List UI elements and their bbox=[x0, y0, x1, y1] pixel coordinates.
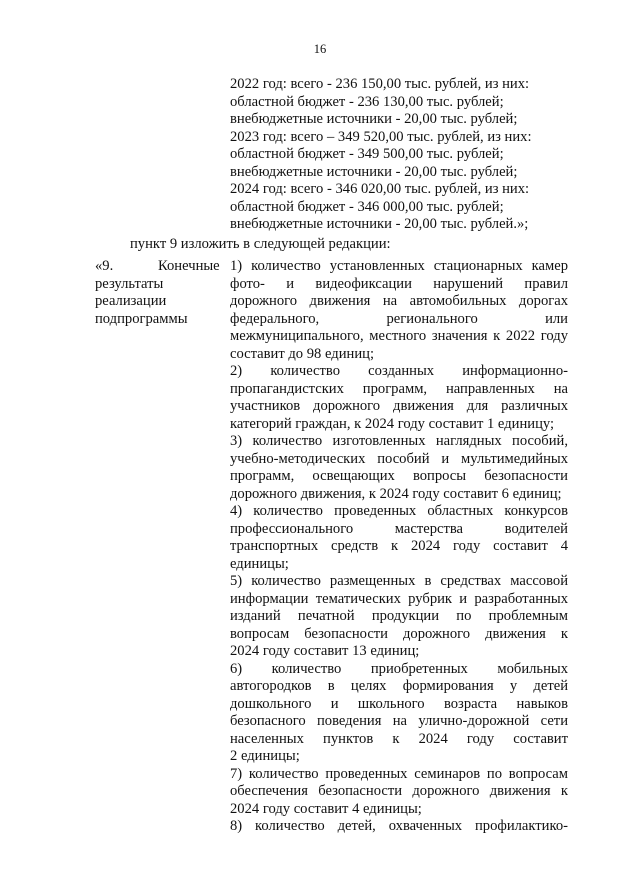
result-line: участников дорожного движения для различных bbox=[230, 398, 568, 414]
result-line: 2024 году составит 13 единиц; bbox=[230, 643, 420, 659]
result-line: фото- и видеофиксации нарушений правил bbox=[230, 275, 568, 292]
result-line: населенных пунктов к 2024 году составит bbox=[230, 730, 568, 747]
result-line: категорий граждан, к 2024 году составит 1 единицу; bbox=[230, 415, 555, 432]
funding-line: 2024 год: всего - 346 020,00 тыс. рублей, из них: bbox=[230, 181, 530, 197]
result-line: 7) количество проведенных семинаров по вопросам bbox=[230, 765, 568, 782]
result-line: 6) количество приобретенных мобильных bbox=[230, 660, 568, 677]
section-title-word: Конечные bbox=[158, 258, 220, 274]
section-title-line: результаты bbox=[95, 275, 164, 292]
result-line: 2 единицы; bbox=[230, 748, 300, 764]
result-line: учебно-методических пособий и мультимедийных bbox=[230, 450, 568, 467]
result-line: профессионального мастерства водителей bbox=[230, 520, 568, 537]
result-line: информации тематических рубрик и разработанных bbox=[230, 590, 568, 607]
section-title-line: реализации bbox=[95, 293, 167, 309]
result-line: транспортных средств к 2024 году составит 4 bbox=[230, 538, 568, 554]
result-line: межмуниципального, местного значения к 2022 году bbox=[230, 328, 568, 344]
result-line: федерального, регионального или bbox=[230, 310, 568, 327]
result-line: 5) количество размещенных в средствах массовой bbox=[230, 573, 568, 589]
result-line: автогородков в целях формирования у детей bbox=[230, 678, 568, 694]
result-line: пропагандистских программ, направленных на bbox=[230, 380, 568, 397]
funding-line: 2023 год: всего – 349 520,00 тыс. рублей, из них: bbox=[230, 128, 532, 145]
funding-line: областной бюджет - 346 000,00 тыс. рублей; bbox=[230, 198, 504, 215]
result-line: программ, освещающих вопросы безопасности bbox=[230, 468, 568, 484]
result-line: дорожного движения, к 2024 году составит 6 единиц; bbox=[230, 485, 562, 502]
result-line: составит до 98 единиц; bbox=[230, 345, 374, 362]
funding-line: областной бюджет - 349 500,00 тыс. рублей; bbox=[230, 146, 504, 162]
result-line: дошкольного и школьного возраста навыков bbox=[230, 695, 568, 712]
result-line: единицы; bbox=[230, 555, 289, 572]
instruction-paragraph: пункт 9 изложить в следующей редакции: bbox=[130, 236, 391, 252]
result-line: 2024 году составит 4 единицы; bbox=[230, 800, 422, 817]
funding-line: внебюджетные источники - 20,00 тыс. рублей.»; bbox=[230, 216, 529, 232]
result-line: безопасного поведения на улично-дорожной сети bbox=[230, 713, 568, 729]
result-line: дорожного движения на автомобильных дорогах bbox=[230, 293, 568, 309]
funding-line: областной бюджет - 236 130,00 тыс. рублей; bbox=[230, 93, 504, 110]
funding-line: внебюджетные источники - 20,00 тыс. рублей; bbox=[230, 111, 518, 127]
result-line: 8) количество детей, охваченных профилактико- bbox=[230, 818, 568, 834]
result-line: обеспечения безопасности дорожного движения к bbox=[230, 783, 568, 799]
result-line: 4) количество проведенных областных конкурсов bbox=[230, 503, 568, 519]
result-line: вопросам безопасности дорожного движения к bbox=[230, 625, 568, 642]
result-line: 2) количество созданных информационно- bbox=[230, 363, 568, 379]
result-line: изданий печатной продукции по проблемным bbox=[230, 608, 568, 624]
funding-line: внебюджетные источники - 20,00 тыс. рублей; bbox=[230, 163, 518, 180]
result-line: 3) количество изготовленных наглядных пособий, bbox=[230, 433, 568, 449]
funding-line: 2022 год: всего - 236 150,00 тыс. рублей, из них: bbox=[230, 76, 530, 92]
page-number: 16 bbox=[313, 42, 327, 56]
section-number: «9. bbox=[95, 258, 114, 274]
section-title-line: подпрограммы bbox=[95, 310, 188, 327]
result-line: 1) количество установленных стационарных камер bbox=[230, 258, 568, 274]
